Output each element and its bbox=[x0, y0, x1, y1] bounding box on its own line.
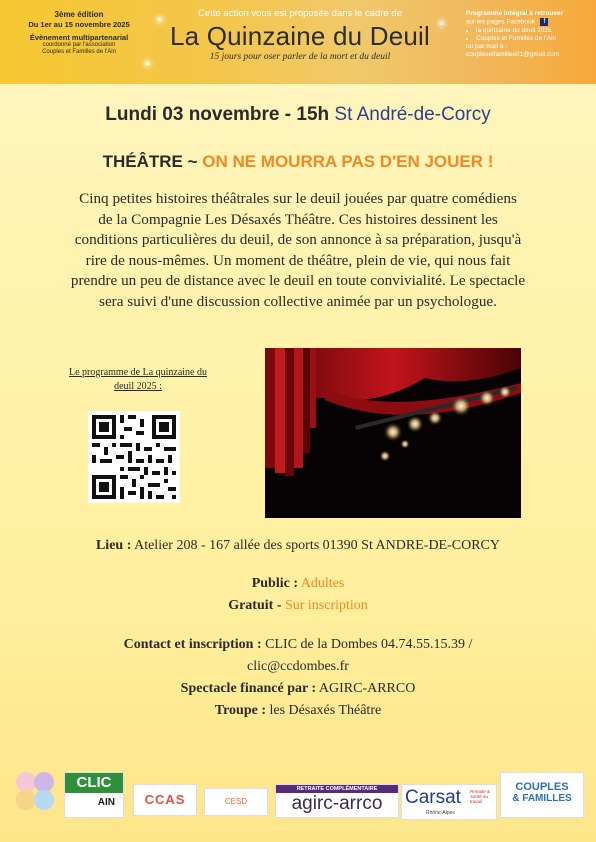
program-label-line: Le programme de La quinzaine du bbox=[69, 367, 207, 378]
clover-logo bbox=[12, 768, 58, 816]
audience-label: Public : bbox=[251, 576, 298, 591]
event-date-time: Lundi 03 novembre - 15h bbox=[105, 104, 330, 125]
contact-label: Contact et inscription : bbox=[123, 637, 262, 652]
event-type: Évènement multipartenarial bbox=[29, 33, 129, 42]
facebook-icon[interactable]: f bbox=[540, 18, 548, 26]
ain-logo-text: AIN bbox=[97, 797, 115, 808]
carsat-logo bbox=[401, 784, 497, 820]
edition-label: 3ème édition bbox=[54, 10, 104, 19]
agirc-arrco-text: agirc-arrco bbox=[291, 793, 383, 814]
event-date-line bbox=[0, 104, 596, 126]
facebook-page-1[interactable]: • la quinzaine du deuil 2025 bbox=[476, 27, 594, 35]
funder-value: AGIRC-ARRCO bbox=[318, 681, 416, 696]
audience-line bbox=[0, 576, 596, 592]
contact-email[interactable]: clic@ccdombes.fr bbox=[247, 659, 349, 674]
program-label-line: deuil 2025 : bbox=[114, 381, 162, 392]
troupe-label: Troupe : bbox=[214, 703, 266, 718]
header-banner bbox=[0, 0, 596, 84]
event-place: St André-de-Corcy bbox=[334, 104, 491, 125]
carsat-text: Carsat bbox=[405, 787, 461, 808]
facebook-pages-label: sur les pages Facebook : bbox=[466, 18, 539, 26]
header-title: La Quinzaine du Deuil bbox=[169, 21, 431, 51]
edition-info bbox=[4, 10, 154, 56]
contact-value: CLIC de la Dombes 04.74.55.15.39 / bbox=[265, 637, 473, 652]
theatre-photo bbox=[265, 348, 521, 518]
play-title bbox=[0, 152, 596, 172]
description-line: prendre un peu de distance avec le deuil en toute convivialité. Le spectacle bbox=[70, 272, 526, 289]
description-line: sera suivi d'une discussion collective animée par un psychologue. bbox=[99, 292, 497, 310]
carsat-subtitle: Retraite & Santé au travail bbox=[470, 789, 491, 804]
agirc-arrco-logo bbox=[275, 784, 399, 818]
familles-text: & FAMILLES bbox=[512, 793, 572, 804]
description-line: conditions particulières du deuil, de son annonce à sa préparation, jusqu'à bbox=[74, 231, 522, 248]
play-category: THÉÂTRE ~ bbox=[102, 152, 198, 171]
price-label: Gratuit - bbox=[228, 598, 282, 613]
description-line: rire de nous-mêmes. Un moment de théâtre, plein de vie, qui nous fait bbox=[85, 251, 511, 269]
contact-email-link[interactable]: couplesetfamilles01@gmail.com bbox=[466, 50, 560, 58]
play-name: ON NE MOURRA PAS D'EN JOUER ! bbox=[202, 152, 494, 171]
program-info bbox=[466, 10, 594, 59]
carsat-region: Rhône-Alpes bbox=[426, 810, 455, 816]
description-line: de la Compagnie Les Désaxés Théâtre. Ces histoires dessinent les bbox=[98, 210, 498, 228]
troupe-line bbox=[0, 703, 596, 719]
contact-line bbox=[0, 637, 596, 653]
program-label: Programme intégral à retrouver bbox=[466, 10, 564, 17]
location-line bbox=[0, 538, 596, 554]
header-intro: Cette action vous est proposée dans le cadre de bbox=[198, 8, 402, 19]
header-tagline: 15 jours pour oser parler de la mort et du deuil bbox=[209, 52, 391, 62]
edition-dates: Du 1er au 15 novembre 2025 bbox=[28, 20, 130, 29]
sparkle-icon bbox=[146, 62, 149, 65]
couples-familles-logo bbox=[500, 772, 584, 818]
registration-value: Sur inscription bbox=[284, 598, 368, 613]
event-description bbox=[20, 189, 576, 312]
facebook-page-2[interactable]: • Couples et Familles de l'Ain bbox=[476, 35, 594, 43]
program-qr-label bbox=[40, 366, 236, 394]
qr-code-graphic bbox=[88, 411, 180, 503]
event-branding bbox=[150, 8, 450, 62]
audience-value: Adultes bbox=[300, 576, 345, 591]
funder-label: Spectacle financé par : bbox=[180, 681, 317, 696]
clic-logo-text: CLIC bbox=[65, 773, 123, 793]
qr-code[interactable] bbox=[88, 411, 180, 503]
price-line bbox=[0, 598, 596, 614]
agirc-arrco-top: RETRAITE COMPLÉMENTAIRE bbox=[276, 785, 398, 793]
troupe-value: les Désaxés Théâtre bbox=[269, 703, 382, 718]
location-label: Lieu : bbox=[95, 538, 132, 553]
mail-label: ou par mail à : bbox=[466, 42, 508, 50]
partner-logos bbox=[0, 768, 596, 820]
clic-logo bbox=[64, 772, 124, 818]
description-line: Cinq petites histoires théâtrales sur le deuil jouées par quatre comédiens bbox=[79, 190, 517, 207]
theatre-photo-graphic bbox=[265, 348, 521, 518]
coordinator-name: Couples et Familles de l'Ain bbox=[42, 49, 116, 55]
couples-text: COUPLES bbox=[515, 781, 569, 793]
funder-line bbox=[0, 681, 596, 697]
coordinator-line: coordonné par l'association bbox=[42, 42, 116, 48]
cesd-logo: CESD bbox=[204, 788, 268, 816]
location-value: Atelier 208 - 167 allée des sports 01390 St ANDRE-DE-CORCY bbox=[134, 538, 501, 553]
ccas-logo: CCAS bbox=[133, 784, 197, 816]
